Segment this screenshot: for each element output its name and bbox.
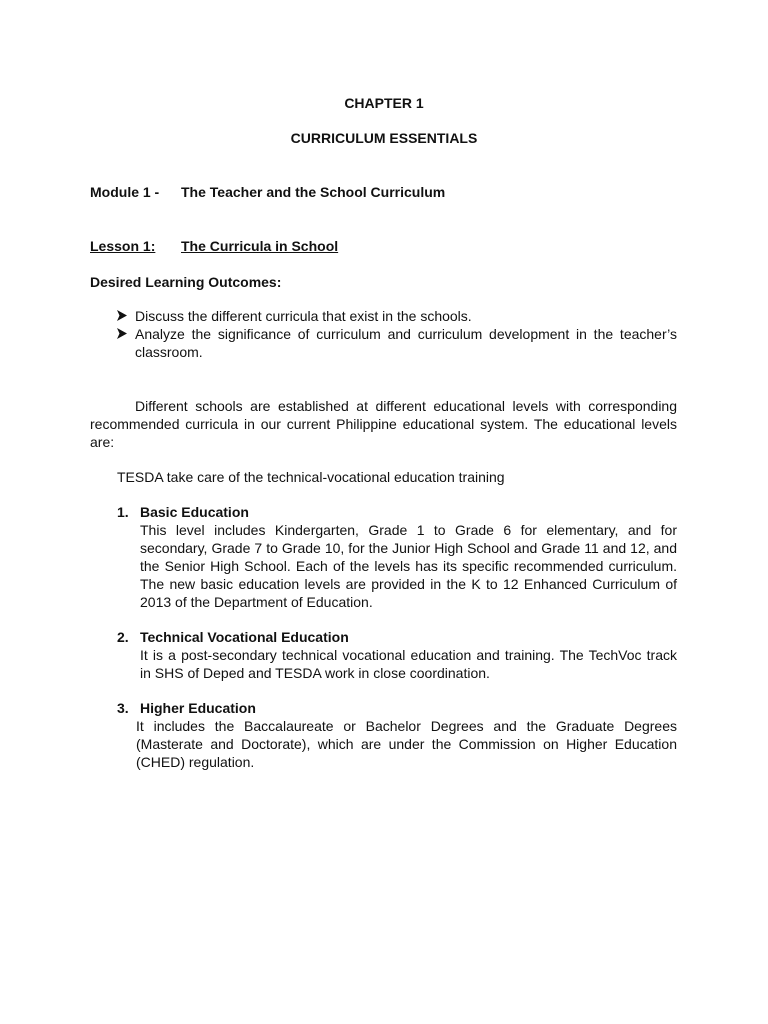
outcome-text: Discuss the different curricula that exist in the schools. — [135, 308, 472, 324]
lesson-title: The Curricula in School — [181, 238, 339, 254]
level-title: Technical Vocational Education — [140, 629, 349, 645]
arrow-bullet-icon — [117, 325, 131, 343]
outcomes-list — [117, 307, 677, 361]
education-levels-list — [117, 503, 677, 771]
intro-paragraph: Different schools are established at different educational levels with corresponding recommended curricula in our current Philippine educational system. The educational levels are: — [90, 398, 677, 450]
level-number: 3. — [117, 700, 129, 716]
tesda-note: TESDA take care of the technical-vocational education training — [117, 469, 505, 485]
level-item — [117, 503, 677, 611]
lesson-label: Lesson 1: — [90, 238, 156, 254]
level-body: This level includes Kindergarten, Grade 1 to Grade 6 for elementary, and for secondary, Grade 7 to Grade 10, for the Junior High School and Grade 11 and 12, and the Senior High School. Each of the levels has its specific recommended curriculum. The new basic education levels are provided in the K to 12 Enhanced Curriculum of 2013 of the Department of Education. — [140, 522, 677, 610]
outcomes-heading: Desired Learning Outcomes: — [90, 274, 282, 290]
level-item — [117, 699, 677, 771]
outcome-text: Analyze the significance of curriculum and curriculum development in the teacher’s classroom. — [135, 326, 677, 360]
arrow-bullet-icon — [117, 307, 131, 325]
level-item — [117, 628, 677, 682]
outcome-item — [117, 325, 677, 361]
module-title: The Teacher and the School Curriculum — [181, 184, 446, 200]
level-body: It includes the Baccalaureate or Bachelor Degrees and the Graduate Degrees (Masterate and Doctorate), which are under the Commission on Higher Education (CHED) regulation. — [136, 718, 677, 770]
module-label: Module 1 - — [90, 184, 160, 200]
level-body: It is a post-secondary technical vocational education and training. The TechVoc track in SHS of Deped and TESDA work in close coordination. — [140, 647, 677, 681]
level-number: 1. — [117, 504, 129, 520]
lesson-heading — [90, 237, 690, 255]
level-number: 2. — [117, 629, 129, 645]
chapter-number: CHAPTER 1 — [344, 95, 424, 111]
level-title: Basic Education — [140, 504, 249, 520]
level-title: Higher Education — [140, 700, 256, 716]
module-heading — [90, 183, 690, 201]
outcome-item — [117, 307, 677, 325]
chapter-title: CURRICULUM ESSENTIALS — [290, 130, 478, 146]
